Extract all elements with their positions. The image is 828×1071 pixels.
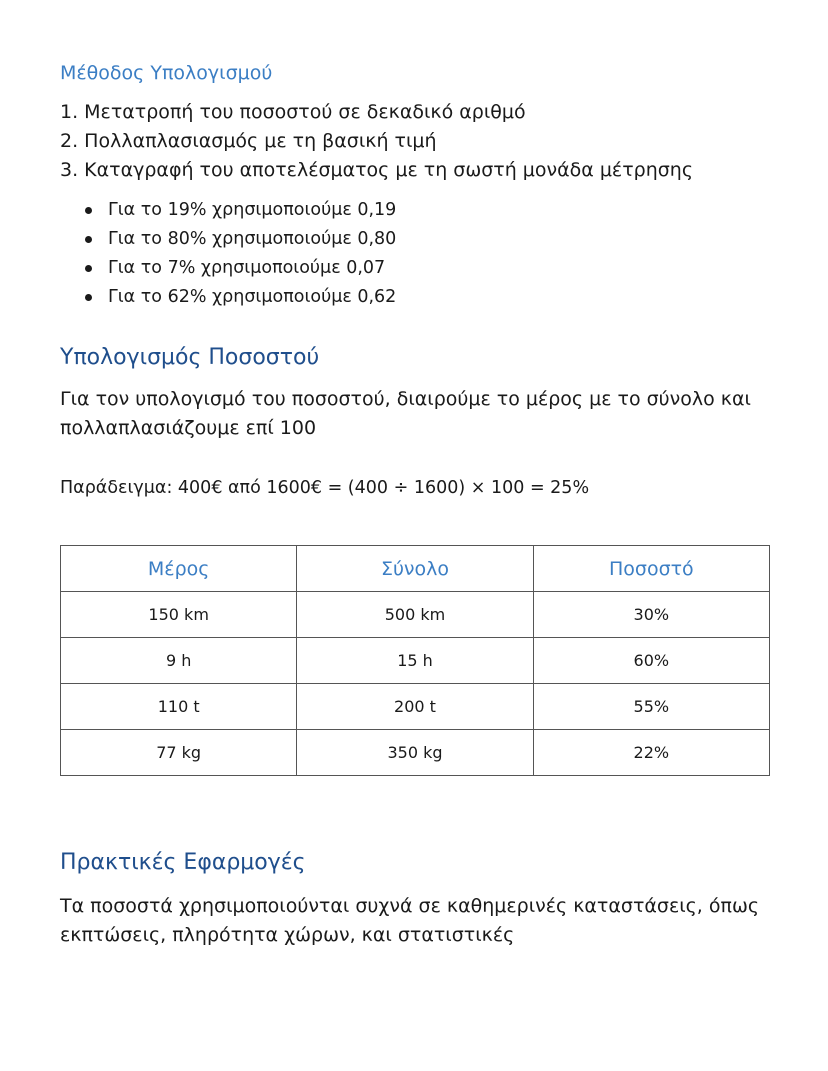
list-item bbox=[60, 283, 396, 312]
method-step: 2. Πολλαπλασιασμός με τη βασική τιμή bbox=[60, 130, 437, 152]
bullet-icon bbox=[85, 207, 92, 214]
column-header-percentage: Ποσοστό bbox=[533, 546, 769, 592]
table-cell: 9 h bbox=[61, 638, 297, 684]
method-heading: Μέθοδος Υπολογισμού bbox=[60, 62, 273, 84]
table-cell: 60% bbox=[533, 638, 769, 684]
table-cell: 22% bbox=[533, 730, 769, 776]
method-step: 3. Καταγραφή του αποτελέσματος με τη σωστή μονάδα μέτρησης bbox=[60, 159, 693, 181]
table-cell: 150 km bbox=[61, 592, 297, 638]
list-item bbox=[60, 196, 396, 225]
table-cell: 350 kg bbox=[297, 730, 533, 776]
bullet-icon bbox=[85, 236, 92, 243]
calculation-example: Παράδειγμα: 400€ από 1600€ = (400 ÷ 1600) × 100 = 25% bbox=[60, 478, 590, 498]
list-item-text: Για το 19% χρησιμοποιούμε 0,19 bbox=[108, 200, 397, 220]
applications-heading: Πρακτικές Εφαρμογές bbox=[60, 850, 306, 875]
table-cell: 200 t bbox=[297, 684, 533, 730]
table-cell: 110 t bbox=[61, 684, 297, 730]
bullet-icon bbox=[85, 294, 92, 301]
column-header-part: Μέρος bbox=[61, 546, 297, 592]
method-step: 1. Μετατροπή του ποσοστού σε δεκαδικό αριθμό bbox=[60, 101, 526, 123]
percentage-table bbox=[60, 545, 770, 776]
list-item bbox=[60, 254, 396, 283]
table-cell: 30% bbox=[533, 592, 769, 638]
table-row bbox=[61, 592, 770, 638]
table-row bbox=[61, 638, 770, 684]
applications-text: Τα ποσοστά χρησιμοποιούνται συχνά σε καθημερινές καταστάσεις, όπως εκπτώσεις, πληρότητα χώρων, και στατιστικές bbox=[60, 895, 760, 946]
table-cell: 15 h bbox=[297, 638, 533, 684]
table-row bbox=[61, 684, 770, 730]
bullet-icon bbox=[85, 265, 92, 272]
list-item-text: Για το 62% χρησιμοποιούμε 0,62 bbox=[108, 287, 397, 307]
table-header-row bbox=[61, 546, 770, 592]
list-item-text: Για το 80% χρησιμοποιούμε 0,80 bbox=[108, 229, 397, 249]
table-cell: 55% bbox=[533, 684, 769, 730]
calculation-text: Για τον υπολογισμό του ποσοστού, διαιρούμε το μέρος με το σύνολο και πολλαπλασιάζουμε επί 100 bbox=[60, 388, 751, 439]
column-header-total: Σύνολο bbox=[297, 546, 533, 592]
method-steps-list bbox=[60, 98, 693, 185]
method-examples-list bbox=[60, 196, 396, 312]
table-cell: 77 kg bbox=[61, 730, 297, 776]
table-row bbox=[61, 730, 770, 776]
calculation-heading: Υπολογισμός Ποσοστού bbox=[60, 345, 320, 370]
table-cell: 500 km bbox=[297, 592, 533, 638]
list-item bbox=[60, 225, 396, 254]
list-item-text: Για το 7% χρησιμοποιούμε 0,07 bbox=[108, 258, 386, 278]
